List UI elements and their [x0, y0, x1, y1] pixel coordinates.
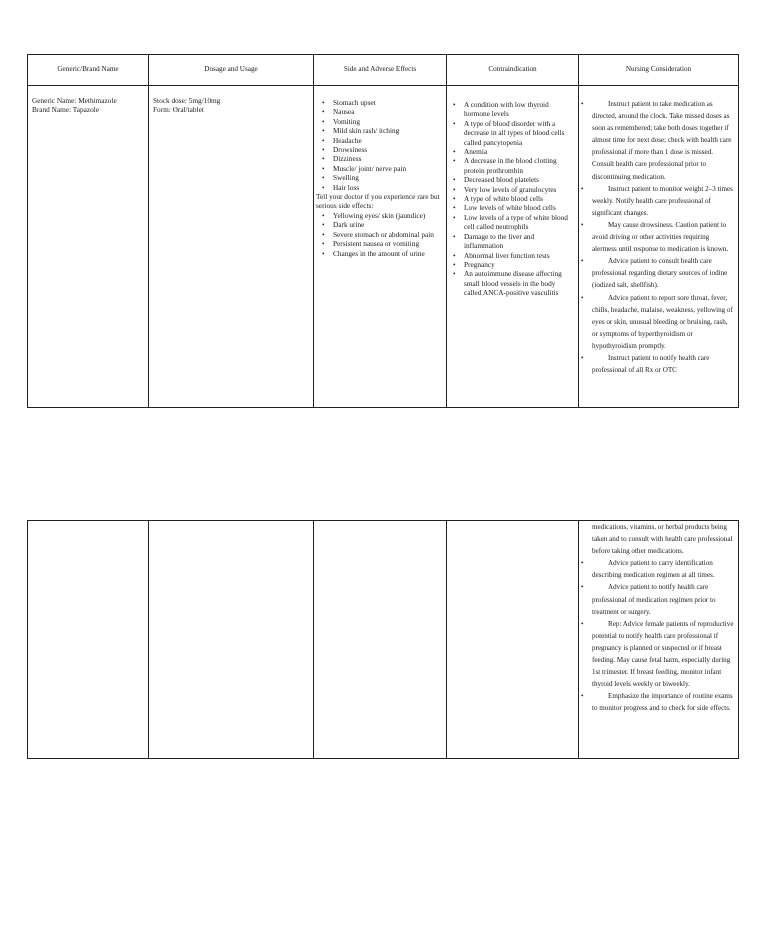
drug-study-table-page-1 [27, 54, 739, 408]
nursing-cell [579, 86, 739, 408]
generic-cell-empty [28, 521, 149, 759]
list-item: • Instruct patient to take medication as directed, around the clock. Take missed doses as soon as remembered; take both doses together if almost time for next dose; check with health care professional if more than 1 dose is missed. Consult health care professional prior to discontinuing medication. [579, 98, 735, 183]
list-item: • Dizziness [333, 154, 442, 163]
header-nursing: Nursing Consideration [579, 55, 739, 86]
contraindication-cell [447, 86, 579, 408]
table-row [28, 86, 739, 408]
table-row [28, 521, 739, 759]
list-item: • Changes in the amount of urine [333, 249, 442, 258]
list-item: • A condition with low thyroid hormone levels [464, 100, 574, 119]
list-item: • Anemia [464, 147, 574, 156]
nursing-cell [579, 521, 739, 759]
list-item: • Low levels of a type of white blood cell called neutrophils [464, 213, 574, 232]
list-item: • A type of white blood cells [464, 194, 574, 203]
list-item: • Vomiting [333, 117, 442, 126]
brand-name: Brand Name: Tapazole [32, 105, 100, 115]
list-item: • Damage to the liver and inflammation [464, 232, 574, 251]
nursing-continuation: medications, vitamins, or herbal products being taken and to consult with health care professional before taking other medications. [592, 523, 733, 556]
list-item: • Mild skin rash/ itching [333, 126, 442, 135]
generic-name: Generic Name: Methimazole [32, 96, 117, 105]
side-effects-cell-empty [314, 521, 447, 759]
list-item: • Instruct patient to monitor weight 2–3 times weekly. Notify health care professional of significant changes. [579, 183, 735, 219]
list-item: • Yellowing eyes/ skin (jaundice) [333, 211, 442, 220]
list-item: • Muscle/ joint/ nerve pain [333, 164, 442, 173]
list-item: • An autoimmune disease affecting small blood vessels in the body called ANCA-positive vasculitis [464, 269, 574, 297]
list-item: • Advice patient to notify health care professional of medication regimen prior to treatment or surgery. [579, 581, 735, 617]
serious-effects-note: Tell your doctor if you experience rare but serious side effects: [316, 192, 440, 211]
list-item: • May cause drowsiness. Caution patient to avoid driving or other activities requiring alertness until response to medication is known. [579, 219, 735, 255]
list-item: • Dark urine [333, 220, 442, 229]
list-item: • Advice patient to consult health care professional regarding dietary sources of iodine (iodized salt, shellfish). [579, 255, 735, 291]
list-item: • Nausea [333, 107, 442, 116]
generic-cell [28, 86, 149, 408]
list-item: • Swelling [333, 173, 442, 182]
table-header-row [28, 55, 739, 86]
header-generic: Generic/Brand Name [28, 55, 149, 86]
list-item: • Rep: Advice female patients of reproductive potential to notify health care professional if pregnancy is planned or suspected or if breast feeding. May cause fetal harm, especially during 1st trimester. If breast feeding, monitor infant thyroid levels weekly or biweekly. [579, 618, 735, 691]
list-item: • Very low levels of granulocytes [464, 185, 574, 194]
drug-study-table-page-2 [27, 520, 739, 759]
side-effects-cell [314, 86, 447, 408]
list-item: • Hair loss [333, 183, 442, 192]
list-item: • Pregnancy [464, 260, 574, 269]
list-item: • Drowsiness [333, 145, 442, 154]
list-item: • Advice patient to carry identification describing medication regimen at all times. [579, 557, 735, 581]
list-item: • Instruct patient to notify health care professional of all Rx or OTC [579, 352, 735, 376]
list-item: • Low levels of white blood cells [464, 203, 574, 212]
stock-dose: Stock dose: 5mg/10mg [153, 96, 221, 105]
list-item: • Severe stomach or abdominal pain [333, 230, 442, 239]
list-item: • Decreased blood platelets [464, 175, 574, 184]
list-item: • A type of blood disorder with a decrease in all types of blood cells called pancytopenia [464, 119, 574, 147]
contraindication-cell-empty [447, 521, 579, 759]
list-item: • Emphasize the importance of routine exams to monitor progress and to check for side effects. [579, 690, 735, 714]
list-item: • Abnormal liver function tests [464, 251, 574, 260]
header-dosage: Dosage and Usage [149, 55, 314, 86]
header-side-effects: Side and Adverse Effects [314, 55, 447, 86]
dosage-form: Form: Oral/tablet [153, 105, 204, 115]
header-contraindication: Contraindication [447, 55, 579, 86]
list-item: • Stomach upset [333, 98, 442, 107]
dosage-cell-empty [149, 521, 314, 759]
list-item: • Headache [333, 136, 442, 145]
dosage-cell [149, 86, 314, 408]
list-item: • A decrease in the blood clotting protein prothrombin [464, 156, 574, 175]
list-item: • Persistent nausea or vomiting [333, 239, 442, 248]
list-item: • Advice patient to report sore throat, fever, chills, headache, malaise, weakness, yellowing of eyes or skin, unusual bleeding or bruising, rash, or symptoms of hyperthyroidism or hypothyroidism promptly. [579, 292, 735, 352]
